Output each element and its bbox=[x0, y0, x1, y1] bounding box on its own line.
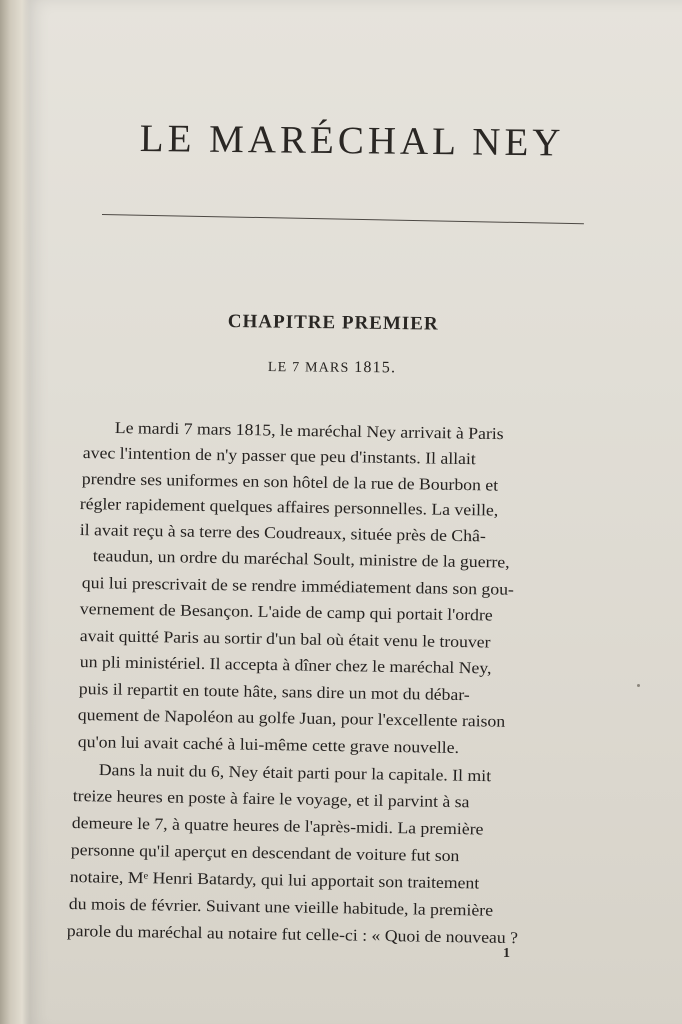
book-title: LE MARÉCHAL NEY bbox=[139, 116, 565, 165]
text-line: puis il repartit en toute hâte, sans dire un mot du débar- bbox=[78, 679, 470, 705]
text-line: qu'on lui avait caché à lui-même cette grave nouvelle. bbox=[77, 732, 460, 757]
chapter-date bbox=[268, 358, 396, 377]
text-line: personne qu'il aperçut en descendant de voiture fut son bbox=[70, 840, 460, 866]
text-line: treize heures en poste à faire le voyage, et il parvint à sa bbox=[72, 786, 470, 812]
text-line: quement de Napoléon au golfe Juan, pour l'excellente raison bbox=[77, 705, 506, 731]
text-line: Dans la nuit du 6, Ney était parti pour la capitale. Il mit bbox=[98, 760, 492, 786]
text-line: demeure le 7, à quatre heures de l'après-midi. La première bbox=[71, 813, 484, 839]
paper-speck bbox=[637, 684, 640, 687]
chapter-date-year: 1815. bbox=[354, 358, 397, 377]
text-line: avait quitté Paris au sortir d'un bal où était venu le trouver bbox=[79, 626, 491, 652]
text-line: du mois de février. Suivant une vieille habitude, la première bbox=[68, 894, 494, 920]
text-line: prendre ses uniformes en son hôtel de la rue de Bourbon et bbox=[81, 469, 499, 495]
text-line: qui lui prescrivait de se rendre immédiatement dans son gou- bbox=[81, 573, 515, 599]
text-line: vernement de Besançon. L'aide de camp qui portait l'ordre bbox=[79, 599, 493, 625]
text-line: un pli ministériel. Il accepta à dîner chez le maréchal Ney, bbox=[79, 652, 492, 678]
chapter-date-text: LE 7 MARS bbox=[267, 359, 350, 376]
page-number: 1 bbox=[503, 946, 510, 961]
title-rule bbox=[102, 214, 584, 224]
text-line: avec l'intention de n'y passer que peu d'instants. Il allait bbox=[82, 443, 476, 469]
text-line: teaudun, un ordre du maréchal Soult, ministre de la guerre, bbox=[92, 546, 510, 572]
text-line: notaire, Mᵉ Henri Batardy, qui lui apportait son traitement bbox=[69, 867, 480, 893]
text-line: il avait reçu à sa terre des Coudreaux, située près de Châ- bbox=[79, 520, 486, 546]
text-line: parole du maréchal au notaire fut celle-ci : « Quoi de nouveau ? bbox=[66, 921, 519, 948]
chapter-title: CHAPITRE PREMIER bbox=[227, 311, 439, 335]
text-line: régler rapidement quelques affaires personnelles. La veille, bbox=[79, 494, 499, 520]
text-line: Le mardi 7 mars 1815, le maréchal Ney arrivait à Paris bbox=[114, 418, 504, 444]
